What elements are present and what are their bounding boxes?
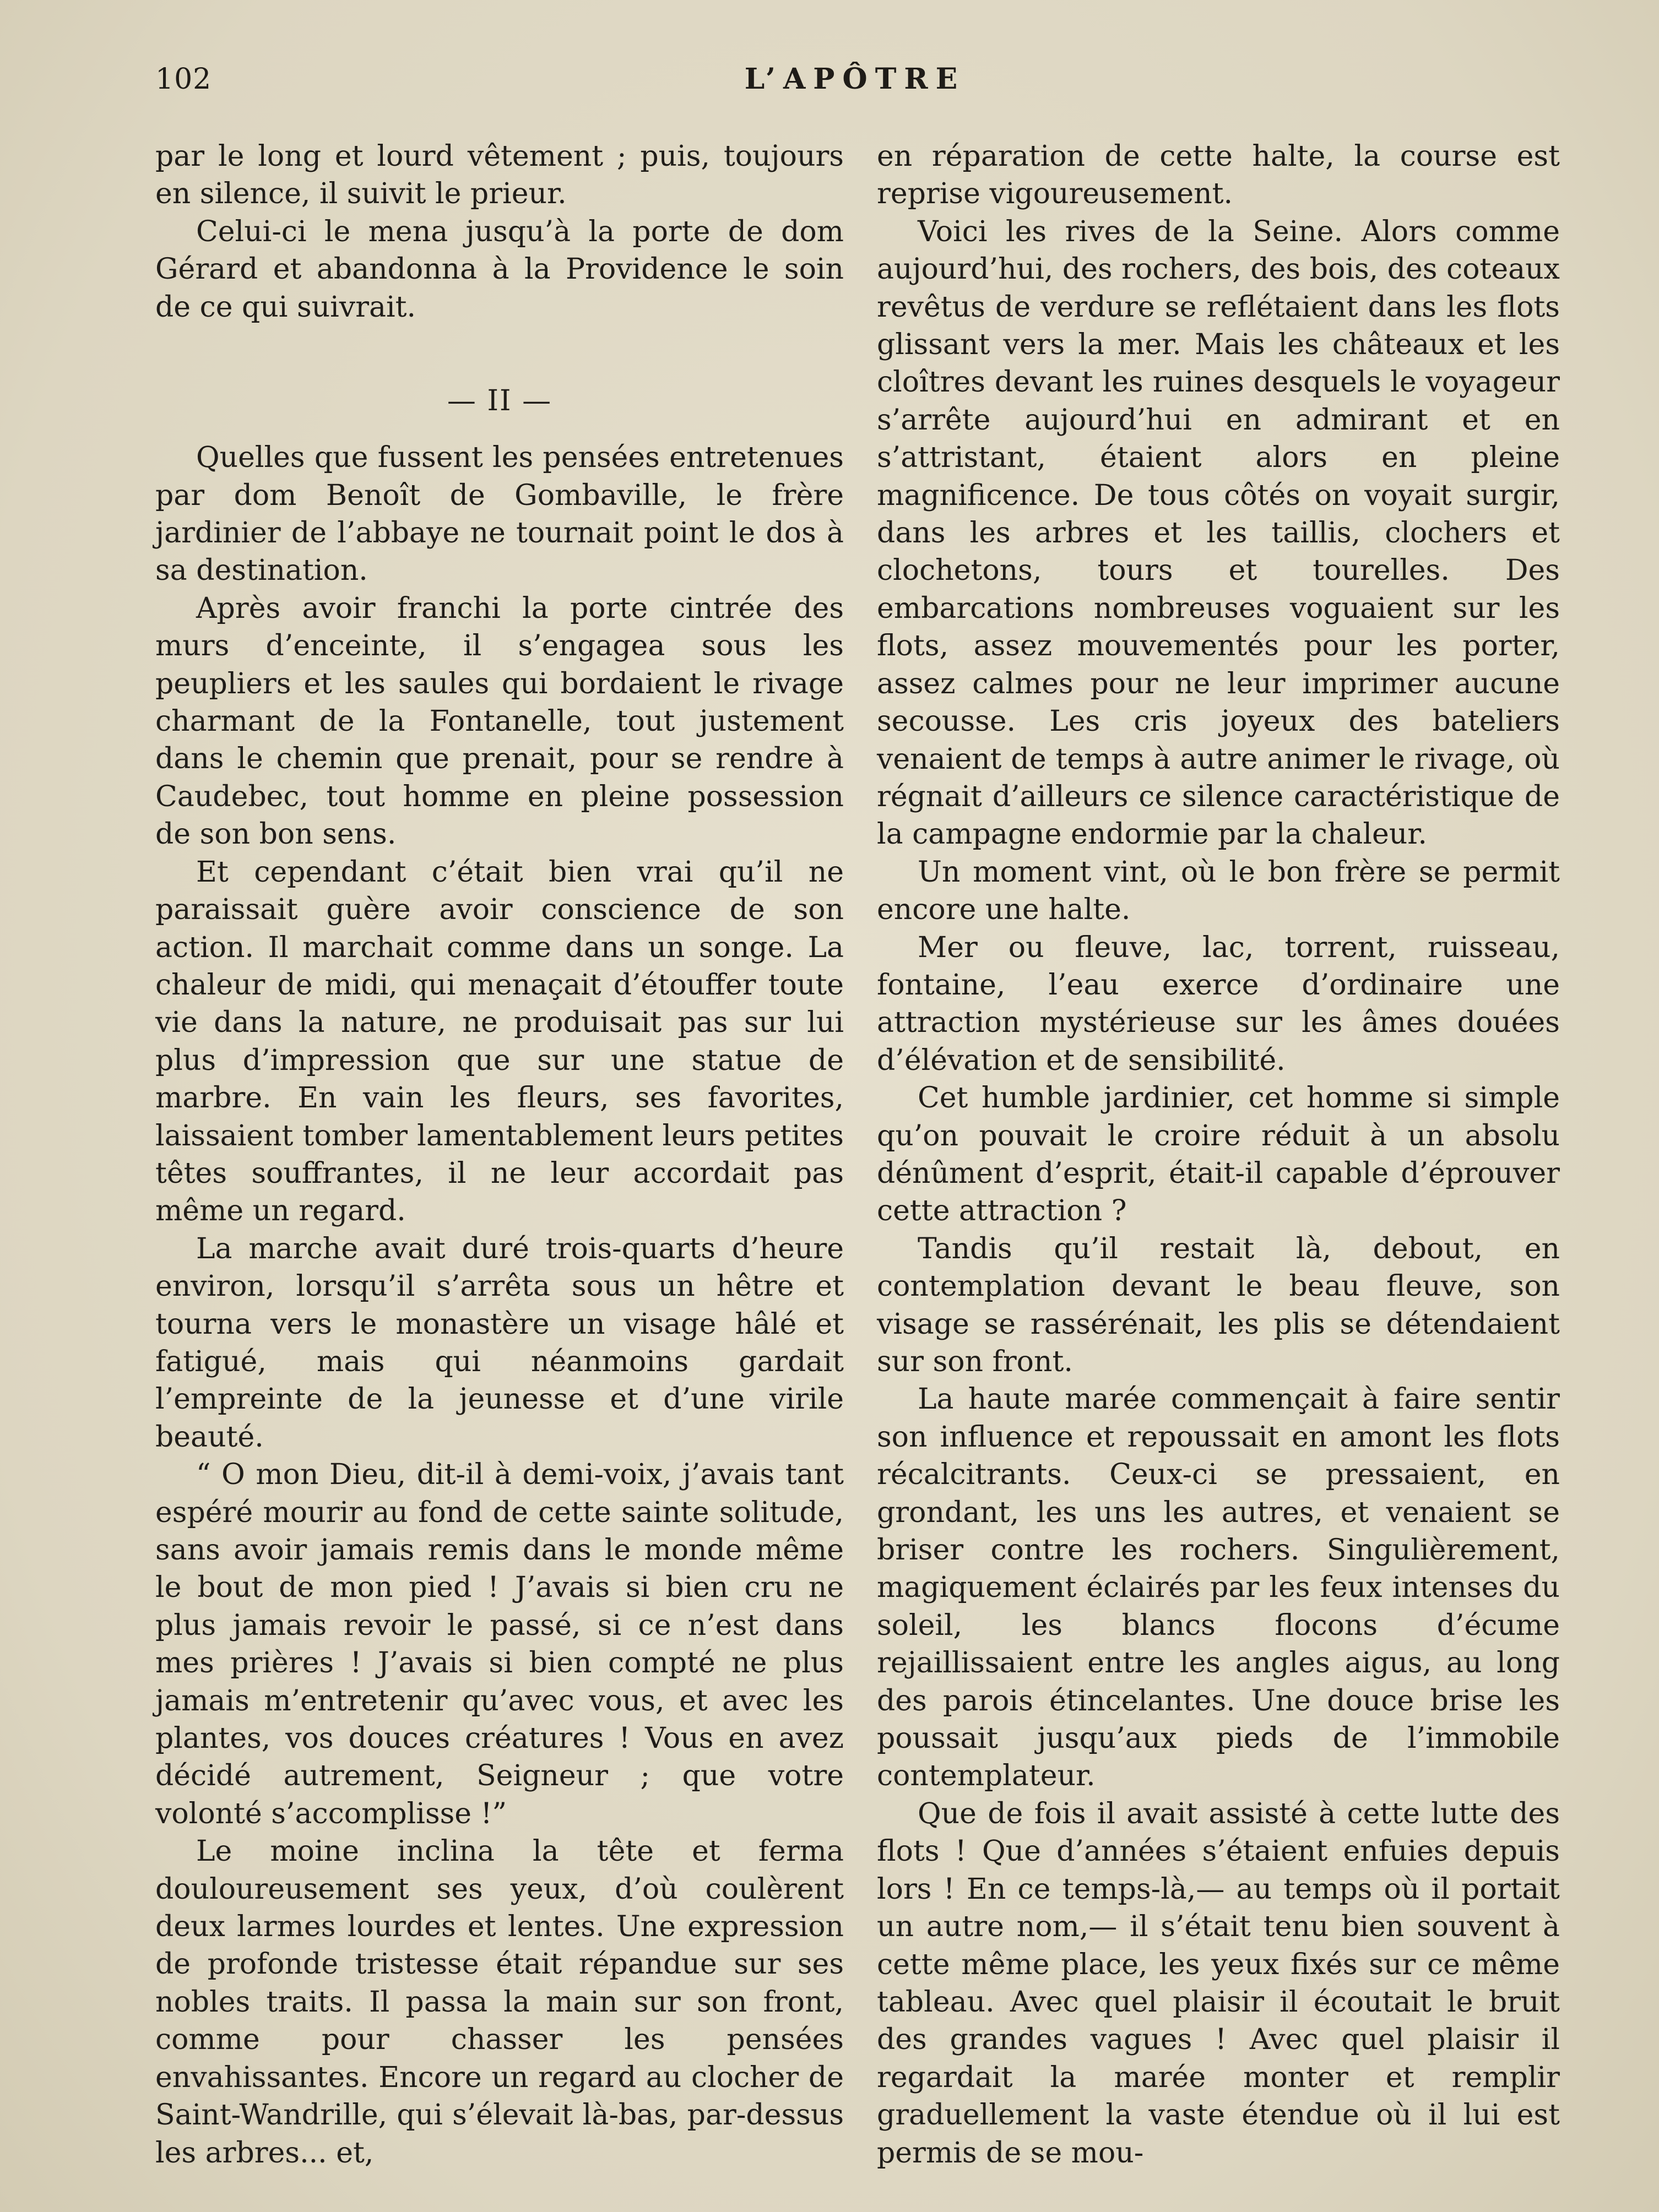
page-number: 102 — [155, 63, 212, 96]
left-column — [155, 138, 844, 2172]
paragraph: Cet humble jardinier, cet homme si simple qu’on pouvait le croire réduit à un absolu dénûment d’esprit, était-il capable d’éprouver cette attraction ? — [877, 1081, 1560, 1228]
paragraph: La haute marée commençait à faire sentir son influence et repoussait en amont les flots récalcitrants. Ceux-ci se pressaient, en grondant, les uns les autres, et venaient se briser contre les rochers. Singulièrement, magiquement éclairés par les feux intenses du soleil, les blancs flocons d’écume rejaillissaient entre les angles aigus, au long des parois étincelantes. Une douce brise les poussait jusqu’aux pieds de l’immobile contemplateur. — [877, 1383, 1560, 1793]
section-heading: — II — — [447, 384, 552, 418]
paragraph: Le moine inclina la tête et ferma douloureusement ses yeux, d’où coulèrent deux larmes lourdes et lentes. Une expression de profonde tristesse était répandue sur ses nobles traits. Il passa la main sur son front, comme pour chasser les pensées envahissantes. Encore un regard au clocher de Saint-Wandrille, qui s’élevait là-bas, par-dessus les arbres... et, — [155, 1835, 844, 2170]
paragraph: Voici les rives de la Seine. Alors comme aujourd’hui, des rochers, des bois, des coteaux revêtus de verdure se reflétaient dans les flots glissant vers la mer. Mais les châteaux et les cloîtres devant les ruines desquels le voyageur s’arrête aujourd’hui en admirant et en s’attristant, étaient alors en pleine magnificence. De tous côtés on voyait surgir, dans les arbres et les taillis, clochers et clochetons, tours et tourelles. Des embarcations nombreuses voguaient sur les flots, assez mouvementés pour les porter, assez calmes pour ne leur imprimer aucune secousse. Les cris joyeux des bateliers venaient de temps à autre animer le rivage, où régnait d’ailleurs ce silence caractéristique de la campagne endormie par la chaleur. — [877, 215, 1560, 851]
running-title: L’APÔTRE — [744, 62, 966, 96]
paragraph: La marche avait duré trois-quarts d’heure environ, lorsqu’il s’arrêta sous un hêtre et tourna vers le monastère un visage hâlé et fatigué, mais qui néanmoins gardait l’empreinte de la jeunesse et d’une virile beauté. — [155, 1232, 844, 1454]
right-column — [877, 138, 1560, 2172]
paragraph: Mer ou fleuve, lac, torrent, ruisseau, fontaine, l’eau exerce d’ordinaire une attraction mystérieuse sur les âmes douées d’élévation et de sensibilité. — [877, 931, 1560, 1077]
paragraph: Un moment vint, où le bon frère se permit encore une halte. — [877, 855, 1560, 927]
spacer — [155, 326, 844, 363]
paragraph: “ O mon Dieu, dit-il à demi-voix, j’avais tant espéré mourir au fond de cette sainte solitude, sans avoir jamais remis dans le monde même le bout de mon pied ! J’avais si bien cru ne plus jamais revoir le passé, si ce n’est dans mes prières ! J’avais si bien compté ne plus jamais m’entretenir qu’avec vous, et avec les plantes, vos douces créatures ! Vous en avez décidé autrement, Seigneur ; que votre volonté s’accomplisse !” — [155, 1458, 844, 1830]
paragraph: Après avoir franchi la porte cintrée des murs d’enceinte, il s’engagea sous les peupliers et les saules qui bordaient le rivage charmant de la Fontanelle, tout justement dans le chemin que prenait, pour se rendre à Caudebec, tout homme en pleine possession de son bon sens. — [155, 591, 844, 851]
paragraph: Et cependant c’était bien vrai qu’il ne paraissait guère avoir conscience de son action. Il marchait comme dans un songe. La chaleur de midi, qui menaçait d’étouffer toute vie dans la nature, ne produisait pas sur lui plus d’impression que sur une statue de marbre. En vain les fleurs, ses favorites, laissaient tomber lamentablement leurs petites têtes souffrantes, il ne leur accordait pas même un regard. — [155, 855, 844, 1228]
page-header — [155, 57, 1554, 101]
paragraph: Quelles que fussent les pensées entretenues par dom Benoît de Gombaville, le frère jardinier de l’abbaye ne tournait point le dos à sa destination. — [155, 441, 844, 588]
paragraph: par le long et lourd vêtement ; puis, toujours en silence, il suivit le prieur. — [155, 140, 844, 211]
paragraph: en réparation de cette halte, la course est reprise vigoureusement. — [877, 140, 1560, 211]
paragraph: Tandis qu’il restait là, debout, en contemplation devant le beau fleuve, son visage se rassérénait, les plis se détendaient sur son front. — [877, 1232, 1560, 1378]
paragraph: Celui-ci le mena jusqu’à la porte de dom Gérard et abandonna à la Providence le soin de ce qui suivrait. — [155, 215, 844, 324]
paragraph: Que de fois il avait assisté à cette lutte des flots ! Que d’années s’étaient enfuies depuis lors ! En ce temps-là,— au temps où il portait un autre nom,— il s’était tenu bien souvent à cette même place, les yeux fixés sur ce même tableau. Avec quel plaisir il écoutait le bruit des grandes vagues ! Avec quel plaisir il regardait la marée monter et remplir graduellement la vaste étendue où il lui est permis de se mou- — [877, 1797, 1560, 2170]
